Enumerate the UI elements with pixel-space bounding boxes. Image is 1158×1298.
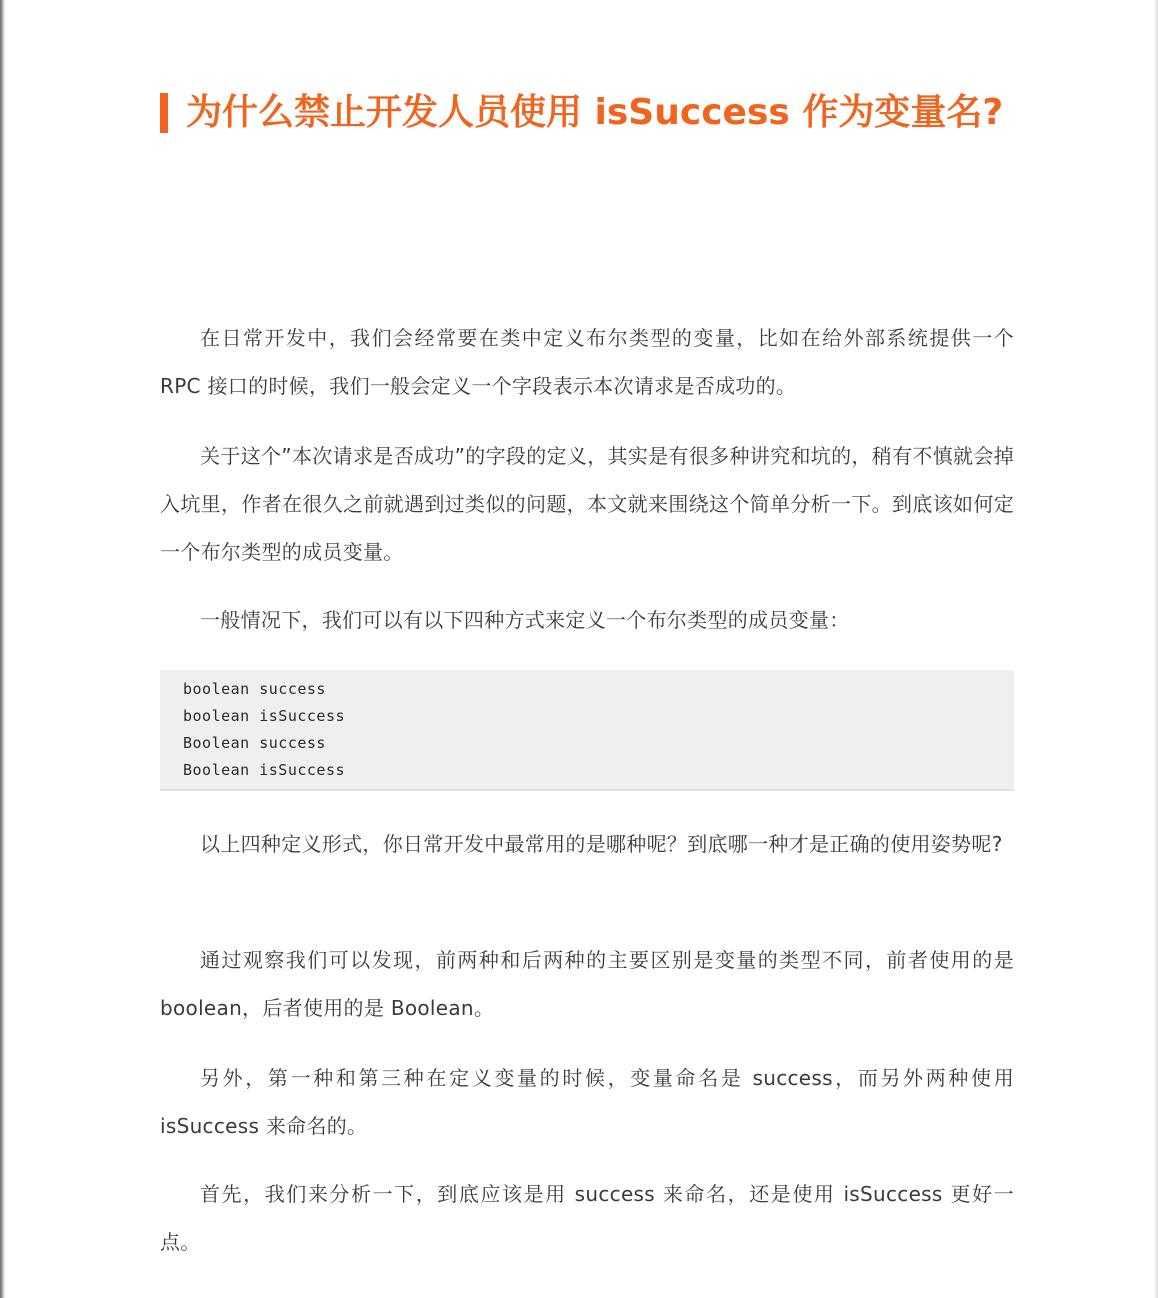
paragraph-intro: 在日常开发中，我们会经常要在类中定义布尔类型的变量，比如在给外部系统提供一个 RPC 接口的时候，我们一般会定义一个字段表示本次请求是否成功的。 <box>160 326 1014 398</box>
code-line: Boolean success <box>183 734 326 752</box>
code-line: boolean success <box>183 680 326 698</box>
paragraph-question: 以上四种定义形式，你日常开发中最常用的是哪种呢？到底哪一种才是正确的使用姿势呢? <box>200 832 1003 856</box>
title-accent-bar <box>160 93 168 133</box>
paragraph-analysis: 首先，我们来分析一下，到底应该是用 success 来命名，还是使用 isSuccess 更好一点。 <box>160 1182 1014 1254</box>
code-line: Boolean isSuccess <box>183 761 346 779</box>
page-right-edge <box>1154 0 1158 1298</box>
paragraph-background: 关于这个”本次请求是否成功”的字段的定义，其实是有很多种讲究和坑的，稍有不慎就会掉入坑里，作者在很久之前就遇到过类似的问题，本文就来围绕这个简单分析一下。到底该如何定一个布尔类型的成员变量。 <box>160 444 1014 564</box>
paragraph-type-difference: 通过观察我们可以发现，前两种和后两种的主要区别是变量的类型不同，前者使用的是 boolean，后者使用的是 Boolean。 <box>160 948 1014 1020</box>
page-left-edge <box>0 0 6 1298</box>
paragraph-naming-difference: 另外，第一种和第三种在定义变量的时候，变量命名是 success，而另外两种使用 isSuccess 来命名的。 <box>160 1066 1014 1138</box>
code-block <box>160 670 1014 791</box>
article-title: 为什么禁止开发人员使用 isSuccess 作为变量名? <box>186 92 1004 133</box>
code-line: boolean isSuccess <box>183 707 346 725</box>
paragraph-four-ways: 一般情况下，我们可以有以下四种方式来定义一个布尔类型的成员变量： <box>200 608 850 632</box>
article-title-row <box>160 88 1014 138</box>
